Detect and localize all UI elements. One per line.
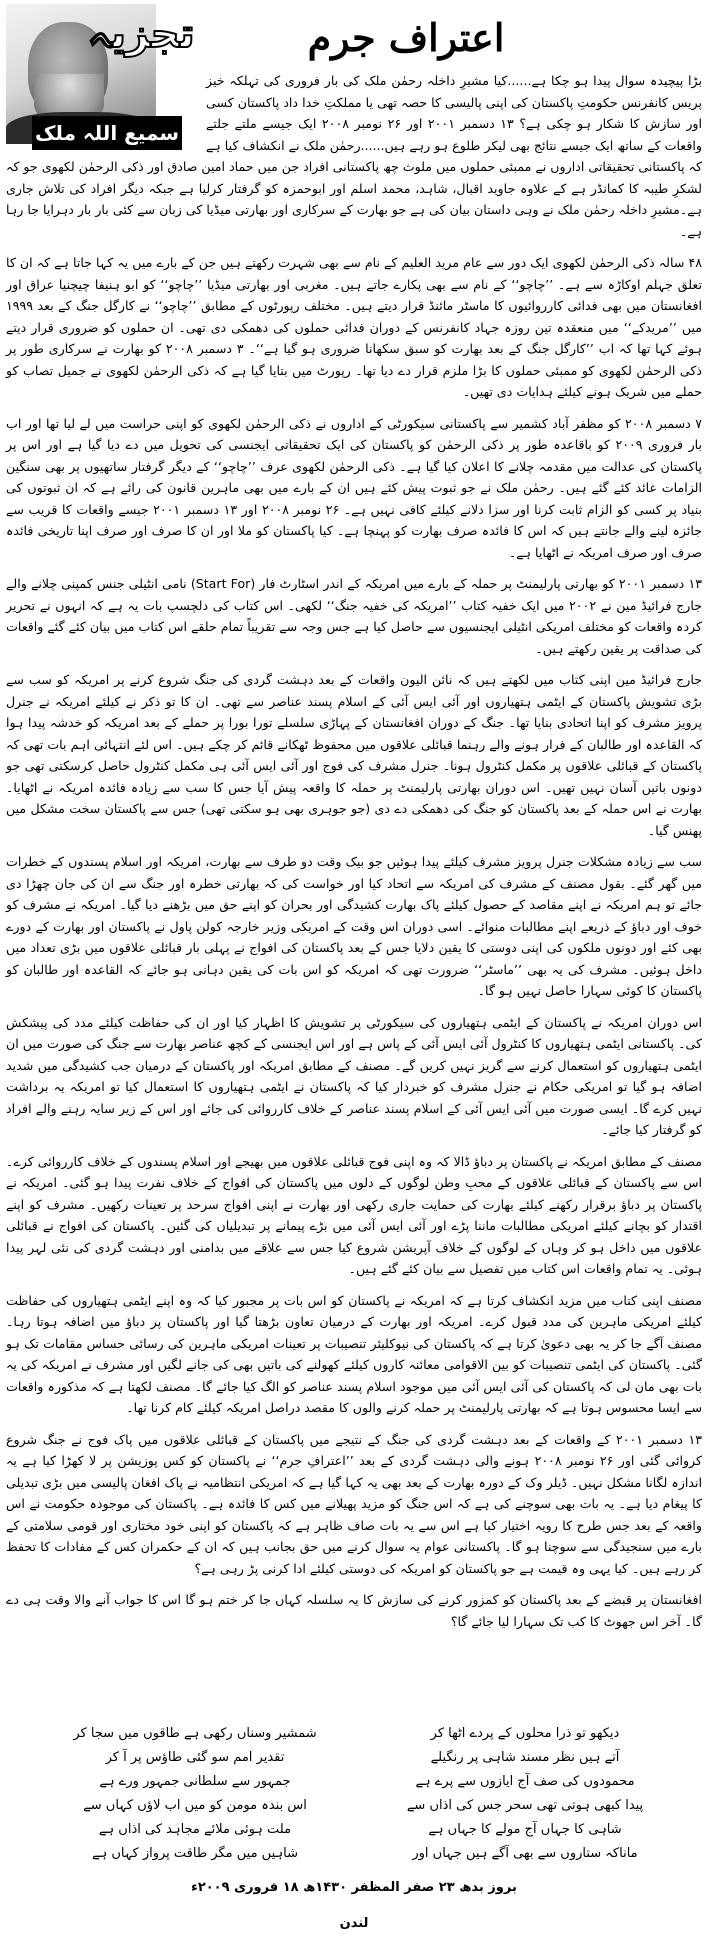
poem-line: تقدیر امم سو گئی طاؤس پر آ کر: [105, 1750, 285, 1765]
paragraph-8: مصنف کے مطابق امریکہ نے پاکستان پر دباؤ ڈالا کہ وہ اپنی فوج قبائلی علاقوں میں بھیجے اور اسلام پسندوں کے خلاف کارروائی کرے۔ اس سے پاکستان کے قبائلی علاقوں کے محبِ وطن لوگوں کے دلوں میں پاکستان کی افواج کے خلاف نفرت پیدا ہو گئی۔ امریکہ نے پاکستان پر دباؤ برقرار رکھنے کیلئے بھارت کی حمایت جاری رکھی اور بھارت نے اپنی افواج سرحد پر تعینات رکھیں۔ مشرف کو اپنے اقتدار کو بچانے کیلئے امریکی مطالبات ماننا پڑے اور آئی ایس آئی میں بڑے پیمانے پر تبدیلیاں کی گئیں۔ پاکستان کی افواج نے قبائلی علاقوں میں داخل ہو کر وہاں کے لوگوں کے خلاف آپریشن شروع کیا جس سے علاقے میں بدامنی اور دہشت گردی کی نئی لہر پیدا ہوئی۔ یہ تمام واقعات اس کتاب میں تفصیل سے بیان کئے گئے ہیں۔: [6, 1153, 702, 1276]
poem: [40, 1722, 680, 1861]
article-body: [6, 70, 702, 1642]
poem-line: شاہیں میں مگر طاقت پرواز کہاں ہے: [92, 1846, 298, 1861]
paragraph-3: ۷ دسمبر ۲۰۰۸ کو مظفر آباد کشمیر سے پاکستانی سیکورٹی کے اداروں نے ذکی الرحمٰن لکھوی کو اپنی حراست میں لے لیا تھا اور اب بار فروری ۲۰۰۹ کو باقاعدہ طور پر ذکی الرحمٰن کو پاکستان کی ایک تحقیقاتی ایجنسی کی تحویل میں دے دیا گیا ہے اور اس پر پاکستان کی عدالت میں مقدمہ چلانے کا اعلان کیا گیا ہے۔ ذکی الرحمٰن لکھوی عرف ’’چاچو‘‘ کے دیگر گرفتار ساتھیوں پر بھی سنگین الزامات عائد کئے گئے ہیں۔ رحمٰن ملک نے جو ثبوت پیش کئے ہیں ان کے بارے میں بھی ماہرین قانون کی رائے ہے کہ ان ثبوتوں کی بنیاد پر کسی کو الزام ثابت کرنا اور سزا دلانے کیلئے کافی نہیں ہے۔ ۲۶ نومبر ۲۰۰۸ اور ۱۳ دسمبر ۲۰۰۱ جیسے واقعات کا قریب سے جائزہ لینے والے جانتے ہیں کہ اس کا فائدہ صرف بھارت کو پہنچا ہے۔ کیا پاکستان کو ملا اور ان کا صرف اور صرف اپنا تاریخی فائدہ صرف اور صرف امریکہ نے اٹھایا ہے۔: [6, 415, 703, 560]
poem-line: پیدا کبھی ہوتی تھی سحر جس کی اذاں سے: [406, 1798, 644, 1813]
masthead-wrap-spacer: [6, 70, 206, 154]
poem-line: محمودوں کی صف آج ایازوں سے پرے ہے: [415, 1774, 635, 1789]
paragraph-11: افغانستان پر قبضے کے بعد پاکستان کو کمزور کرنے کی سازش کا یہ سلسلہ کہاں جا کر ختم ہو گا اس کا جواب آنے والا وقت ہی دے گا۔ آخر اس جھوٹ کا کب تک سہارا لیا جائے گا؟: [6, 1592, 702, 1629]
paragraph-10: ۱۳ دسمبر ۲۰۰۱ کے واقعات کے بعد دہشت گردی کی جنگ کے نتیجے میں پاکستان کے قبائلی علاقوں میں پاک فوج نے جنگ شروع کروائی گئی اور ۲۶ نومبر ۲۰۰۸ ہونے والی دہشت گردی کے بعد ’’اعترافِ جرم‘‘ نے پاکستان کو کس پوزیشن پر لا کھڑا کیا ہے یہ اندازہ لگانا مشکل نہیں۔ ڈیلر وک کے دورہ بھارت کے بعد بھی یہ کہا گیا ہے کہ امریکی انتظامیہ نے پاک افغان پالیسی میں بڑی تبدیلی کا پیغام دیا ہے۔ یہ بات بھی سوچنے کی ہے کہ اس جنگ کو مزید پھیلانے میں کس کا فائدہ ہے۔ پاکستان کی موجودہ حکومت نے اس واقعہ کے بعد جس طرح کا رویہ اختیار کیا ہے اس سے یہ بات صاف ظاہر ہے کہ پاکستان کو اپنی خود مختاری اور قومی سلامتی کے بارے میں سنجیدگی سے سوچنا ہو گا۔ پاکستانی عوام یہ سوال کرنے میں حق بجانب ہیں کہ ان کے حکمران کس کے مفادات کا تحفظ کر رہے ہیں۔ کیا یہی وہ قیمت ہے جو پاکستان کو امریکہ کی دوستی کیلئے ادا کرنی پڑ رہی ہے؟: [6, 1431, 702, 1576]
poem-line: دیکھو تو ذرا محلوں کے پردے اٹھا کر: [430, 1726, 620, 1741]
paragraph-1: بڑا پیچیدہ سوال پیدا ہو چکا ہے......کیا مشیرِ داخلہ رحمٰن ملک کی بار فروری کی تہلکہ خیز پریس کانفرنس حکومتِ پاکستان کی اپنی پالیسی کا حصہ تھی یا مملکتِ خدا داد پاکستان کسی اور سازش کا شکار ہو چکی ہے؟ ۱۳ دسمبر ۲۰۰۱ اور ۲۶ نومبر ۲۰۰۸ ایک جیسے ملتے جلتے واقعات کے ساتھ ایک جیسے نتائج بھی لیکر طلوع ہو رہے ہیں......رحمٰن ملک نے انکشاف کیا ہے کہ پاکستانی تحقیقاتی اداروں نے ممبئی حملوں میں ملوث چھ پاکستانی افراد جن میں حماد امین صادق اور ذکی الرحمٰن لکھوی جو کہ لشکرِ طیبہ کا کمانڈر ہے کے علاوہ جاوید اقبال، شاہد، محمد اسلم اور ابوحمزہ کو گرفتار کرلیا ہے جبکہ دیگر افراد کی تلاش جاری ہے۔مشیرِ داخلہ رحمٰن ملک نے وہی داستان بیان کی ہے جو بھارت کے سرکاری اور بھارتی میڈیا کی زبان سے کئی بار بار دہرایا جا رہا ہے۔: [6, 73, 703, 239]
poem-line: شاہی کا جہاں آج مولے کا جہاں ہے: [428, 1822, 622, 1837]
poem-left-column: [60, 1722, 330, 1866]
poem-right-column: [390, 1722, 660, 1866]
paragraph-5: جارج فرائیڈ مین اپنی کتاب میں لکھتے ہیں کہ نائن الیون واقعات کے بعد دہشت گردی کی جنگ شروع کرنے پر امریکہ کو سب سے بڑی تشویش پاکستان کے ایٹمی ہتھیاروں اور آئی ایس آئی کے اسلام پسند عناصر سے تھی۔ ان کا تو ذکر نے کیلئے امریکہ نے جنرل پرویز مشرف کو اپنا اتحادی بنایا تھا۔ جنگ کے دوران افغانستان کے پہاڑی سلسلے تورا بورا پر حملے کے بعد امریکہ کو خدشہ پیدا ہوا کہ القاعدہ اور طالبان کے فرار ہونے والے رہنما قبائلی علاقوں میں محفوظ ٹھکانے قائم کر چکے ہیں۔ اس لئے انتہائی اہم بات تھی کہ پاکستان کے قبائلی علاقوں پر مکمل کنٹرول ہونا۔ جنرل مشرف کی فوج اور آئی ایس آئی ہی مکمل کنٹرول حاصل کرسکتی تھی جو دونوں باتیں آسان نہیں تھیں۔ اس دوران بھارتی پارلیمنٹ پر حملہ کا واقعہ پیش آیا جس کا سب سے زیادہ فائدہ امریکہ نے اٹھایا۔ بھارت نے اس حملہ کے بعد پاکستان کو جنگ کی دھمکی دے دی (جو جوہری بھی ہو سکتی تھی) جس سے پاکستان سخت مشکل میں پھنس گیا۔: [6, 672, 702, 838]
dateline: بروز بدھ ۲۳ صفر المظفر ۱۴۳۰ھ ۱۸ فروری ۲۰۰۹ء: [191, 1880, 517, 1895]
paragraph-7: اس دوران امریکہ نے پاکستان کے ایٹمی ہتھیاروں کی سیکورٹی پر تشویش کا اظہار کیا اور ان کی حفاظت کیلئے مدد کی پیشکش کی۔ پاکستانی ایٹمی ہتھیاروں کا کنٹرول آئی ایس آئی کے پاس ہے اور اس ایجنسی کے کچھ عناصر بھارت سے جنگ کی صورت میں ان ایٹمی ہتھیاروں کو استعمال کرنے سے گریز نہیں کریں گے۔ مصنف کے مطابق امریکہ اور پاکستان کے درمیان جب کشیدگی میں شدید اضافہ ہو گیا تو امریکی حکام نے جنرل مشرف کو خبردار کیا کہ پاکستان نے ایٹمی ہتھیاروں کا استعمال کیا تو امریکہ یہ برداشت نہیں کرے گا۔ ایسی صورت میں آئی ایس آئی کے اسلام پسند عناصر کے خلاف کارروائی کی جائے اور اس کے زیر سایہ رہنے والے افراد کو گرفتار کیا جائے۔: [6, 1014, 702, 1137]
city: لندن: [339, 1916, 369, 1931]
paragraph-6: سب سے زیادہ مشکلات جنرل پرویز مشرف کیلئے پیدا ہوئیں جو بیک وقت دو طرف سے بھارت، امریکہ اور اسلام پسندوں کے خطرات میں گھر گئے۔ بقول مصنف کے مشرف کی امریکہ سے اتحاد کیا اور خواست کی کہ بھارتی خطرہ اور جنگ سے ان کی جان چھڑا دی جائے تو ہم امریکہ نے اپنے مقاصد کے حصول کیلئے پاک بھارت کشیدگی اور بحران کو اپنے حق میں بڑھنے دیا گیا۔ امریکہ نے مشرف کو خوف اور دباؤ کے ذریعے اپنے مطالبات منوائے۔ اسی دوران اس وقت کے امریکی وزیر خارجہ کولن پاول نے پاکستان اور بھارت کے دورے بھی کئے اور دونوں ملکوں کی اپنی دوستی کا یقین دلایا جس کے بعد پاکستان کی افواج نے پہلی بار قبائلی علاقوں میں بڑی تعداد میں داخل ہوئیں۔ مشرف کی یہ بھی ’’ماسٹر‘‘ ضرورت تھی کہ امریکہ کو اس بات کی یقین دہانی ہو جائے کہ القاعدہ اور طالبان کو پاکستان کا کوئی سہارا حاصل نہیں ہو گا۔: [6, 854, 702, 998]
paragraph-4: ۱۳ دسمبر ۲۰۰۱ کو بھارتی پارلیمنٹ پر حملہ کے بارے میں امریکہ کے اندر اسٹارٹ فار (Start For) نامی انٹیلی جنس کمپنی چلانے والے جارج فرائیڈ مین نے ۲۰۰۲ میں ایک خفیہ کتاب ’’امریکہ کی خفیہ جنگ‘‘ لکھی۔ اس کتاب کی دلچسپ بات یہ ہے کہ انہوں نے تحریر کردہ واقعات کو مختلف امریکی انٹیلی ایجنسیوں سے حاصل کیا ہے جس وجہ سے تقریباً تمام حلقے اس کتاب میں بیان کئے گئے واقعات کی صداقت پر یقین رکھتے ہیں۔: [6, 576, 702, 656]
author-name: سمیع اللہ ملک: [32, 116, 182, 150]
paragraph-2: ۴۸ سالہ ذکی الرحمٰن لکھوی ایک دور سے عام مرید العلیم کے نام سے بھی شہرت رکھتے ہیں جن کے بارے میں یہ کہا جاتا ہے کہ ان کا تعلق جہلم اوکاڑہ سے ہے۔ ’’چاچو‘‘ کے نام سے بھی پکارے جاتے ہیں۔ مغربی اور بھارتی میڈیا ’’چاچو‘‘ کو ابو ہنیفا چیچنیا عراق اور افغانستان میں بھی فدائی کارروائیوں کا ماسٹر مائنڈ قرار دیتے ہیں۔ مختلف رپورٹوں کے مطابق ’’چاچو‘‘ نے کارگل جنگ کے بعد ۱۹۹۹ میں ’’مریدکے‘‘ میں منعقدہ تین روزہ جہاد کانفرنس کے دوران فدائی حملوں کی دھمکی دی تھی۔ ان حملوں کو ضروری قرار دیتے ہوئے کہا تھا کہ اب ’’کارگل جنگ کے بعد بھارت کو سبق سکھانا ضروری ہو گیا ہے‘‘۔ ۳ دسمبر ۲۰۰۸ کو بھارت نے سرکاری طور پر ذکی الرحمٰن لکھوی کو ممبئی حملوں کا بڑا ملزم قرار دے دیا تھا۔ رپورٹ میں بتایا گیا ہے کہ ذکی الرحمٰن لکھوی نے جمیل تصاب کو حملے میں شریک ہونے کیلئے ہدایات دی تھیں۔: [6, 255, 702, 399]
poem-line: آتے ہیں نظر مسند شاہی پر رنگیلے: [430, 1750, 620, 1765]
column-name: تجزیہ: [87, 11, 195, 57]
poem-line: ملت ہوئی ملائے مجاہد کی اذاں ہے: [98, 1822, 292, 1837]
poem-line: شمشیر وسناں رکھی ہے طاقوں میں سجا کر: [73, 1726, 317, 1741]
poem-line: اس بندہ مومن کو میں اب لاؤں کہاں سے: [83, 1798, 307, 1813]
poem-line: ماناکہ ستاروں سے بھی آگے ہیں جہاں اور: [412, 1846, 638, 1861]
poem-line: جمہور سے سلطانی جمہور ورے ہے: [99, 1774, 291, 1789]
headline: اعتراف جرم: [307, 15, 505, 60]
paragraph-9: مصنف اپنی کتاب میں مزید انکشاف کرتا ہے کہ امریکہ نے پاکستان کو اس بات پر مجبور کیا کہ وہ اپنے ایٹمی ہتھیاروں کی حفاظت کیلئے امریکی ماہرین کی مدد قبول کرے۔ امریکہ اور بھارت کے درمیان تعاون بڑھتا گیا اور پاکستان پر دباؤ میں اضافہ ہوتا رہا۔ مصنف آگے جا کر یہ بھی دعویٰ کرتا ہے کہ پاکستان کی نیوکلیئر تنصیبات پر تعینات امریکی ماہرین کی رسائی حساس مقامات تک ہو گئی۔ پاکستان کی ایٹمی تنصیبات کو بین الاقوامی معائنہ کاروں کیلئے کھولنے کی باتیں بھی کی جانے لگیں اور مشرف نے امریکہ کی یہ بات بھی مان لی کہ پاکستان کی آئی ایس آئی میں موجود اسلام پسند عناصر کو الگ کیا جائے گا۔ مصنف لکھتا ہے کہ مذکورہ واقعات سے ایسا محسوس ہوتا ہے کہ بھارتی پارلیمنٹ پر حملہ کرنے والوں کا مقصد دراصل امریکہ کیلئے کام کرنا تھا۔: [6, 1292, 702, 1415]
